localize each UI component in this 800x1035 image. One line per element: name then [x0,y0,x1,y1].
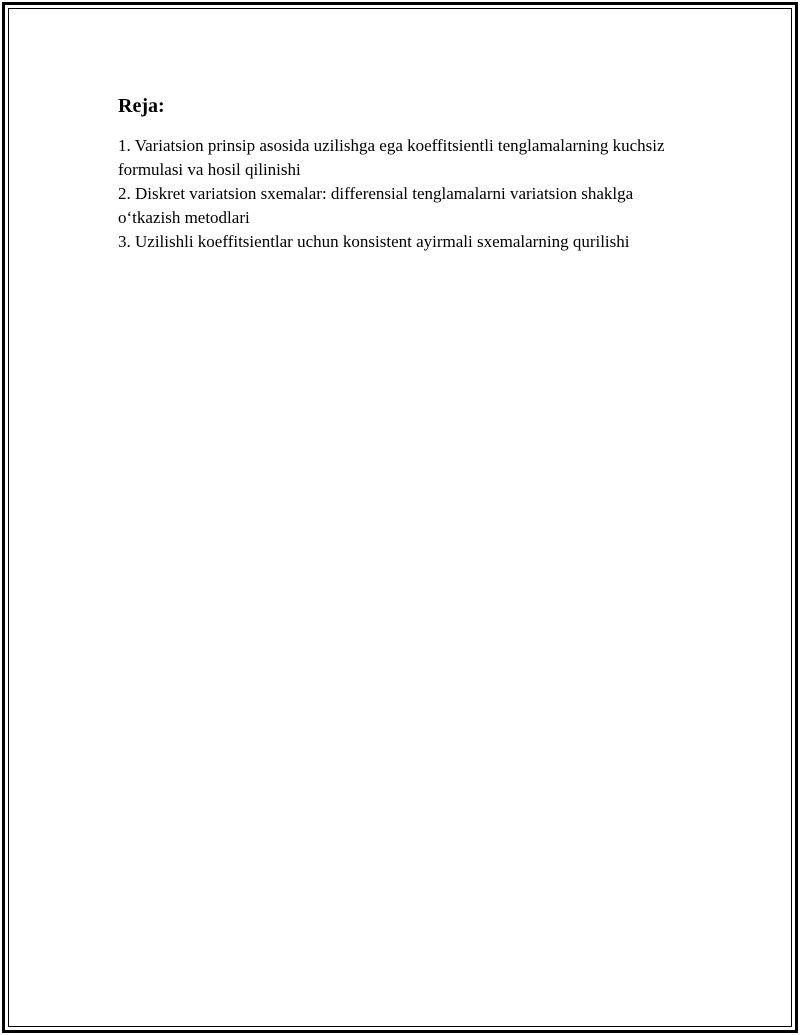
page-content [118,94,698,254]
plan-item-2: 2. Diskret variatsion sxemalar: differensial tenglamalarni variatsion shaklga o‘tkazish metodlari [118,184,634,227]
plan-item-3: 3. Uzilishli koeffitsientlar uchun konsistent ayirmali sxemalarning qurilishi [118,232,630,251]
plan-heading: Reja: [118,95,165,117]
plan-item-1: 1. Variatsion prinsip asosida uzilishga ega koeffitsientli tenglamalarning kuchsiz formulasi va hosil qilinishi [118,136,665,179]
plan-list [118,134,698,254]
